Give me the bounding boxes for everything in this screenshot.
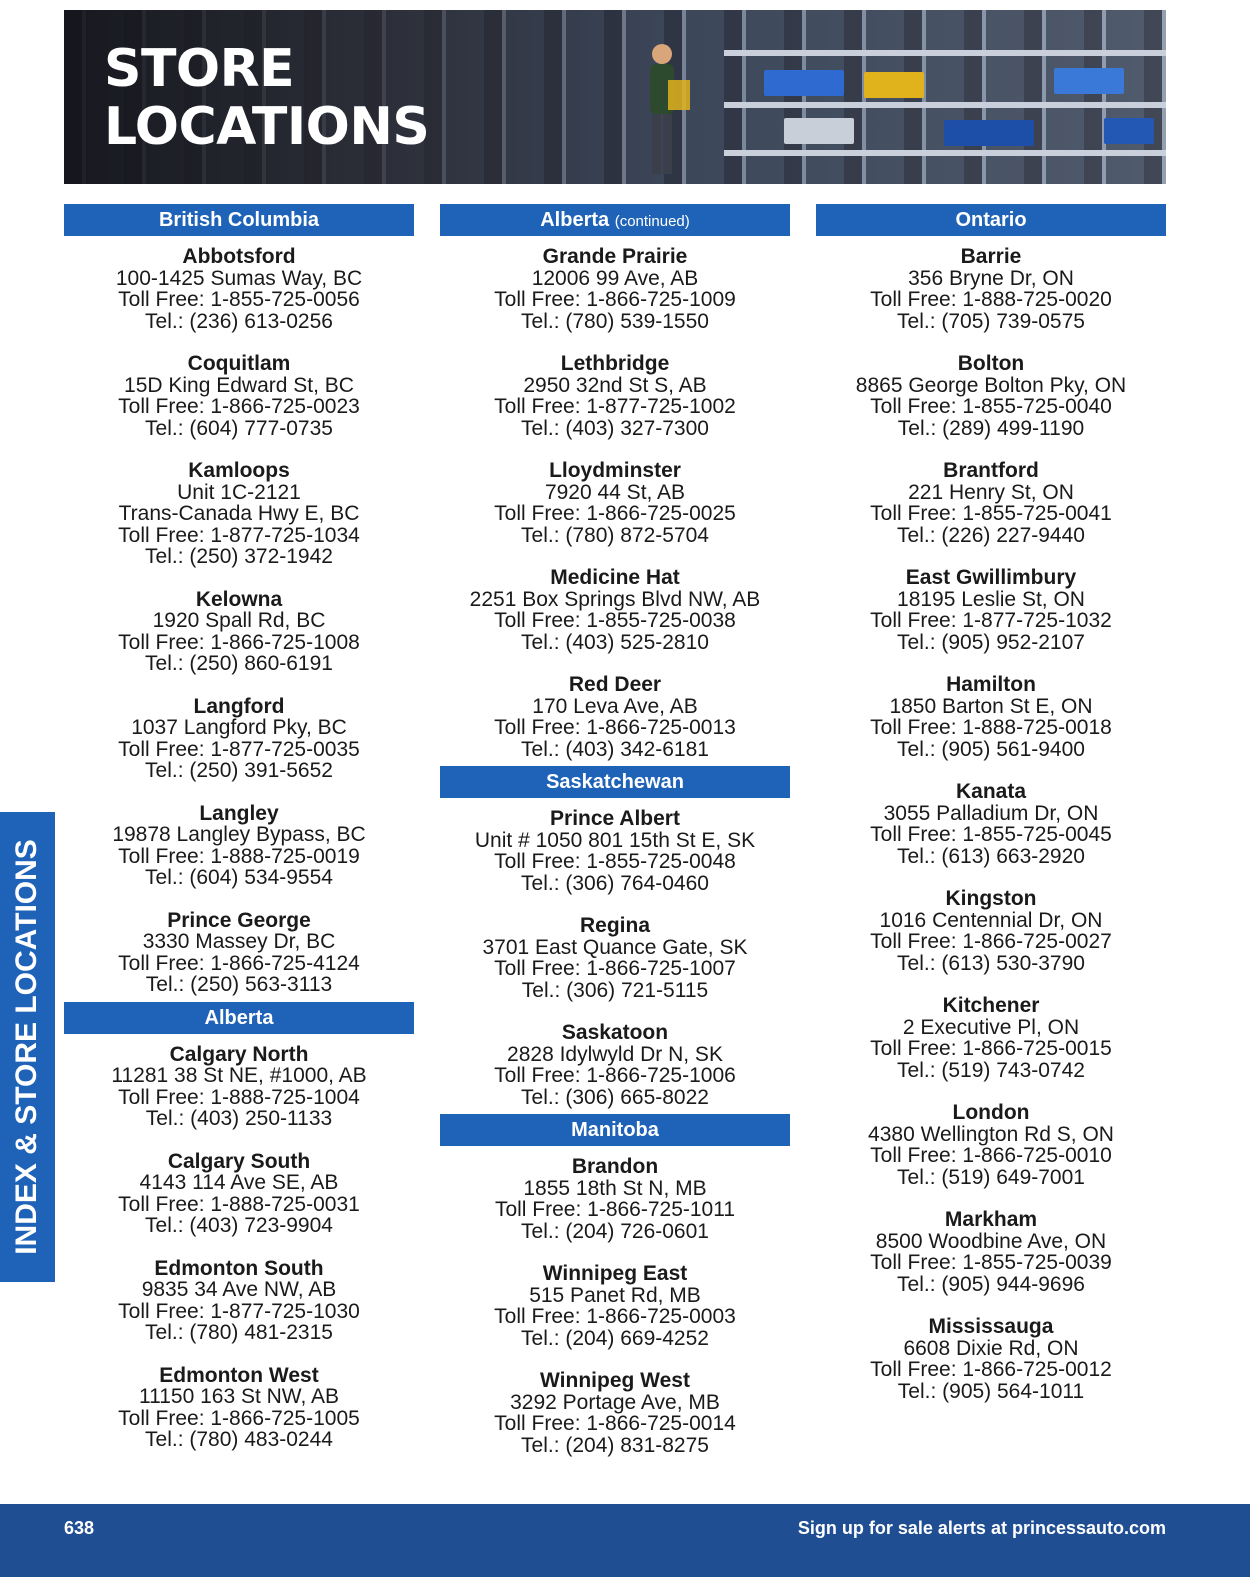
store-name: Winnipeg East [542,1262,688,1285]
store-address-line: Unit # 1050 801 15th St E, SK [474,828,756,852]
store-toll-free: Toll Free: 1-866-725-1007 [494,957,736,980]
store-name: Bolton [957,352,1025,375]
store-toll-free: Toll Free: 1-866-725-0010 [870,1144,1112,1167]
store-toll-free: Toll Free: 1-888-725-1004 [118,1085,360,1109]
store-phone: Tel.: (204) 726-0601 [521,1219,709,1243]
store-phone: Tel.: (403) 723-9904 [145,1214,333,1237]
store-entry [64,353,414,439]
store-toll-free: Toll Free: 1-866-725-0012 [870,1358,1112,1381]
store-address-line: 4143 114 Ave SE, AB [139,1171,339,1194]
store-entry [440,674,790,760]
store-address-line: 11281 38 St NE, #1000, AB [111,1064,367,1087]
store-name: Brandon [571,1155,659,1178]
store-address-line: 3330 Massey Dr, BC [142,930,336,953]
store-entry [440,353,790,439]
store-toll-free: Toll Free: 1-855-725-0056 [118,288,360,311]
region-title: Alberta [540,209,610,231]
store-toll-free: Toll Free: 1-866-725-0023 [118,395,360,418]
store-entry [64,460,414,568]
store-phone: Tel.: (403) 327-7300 [521,416,709,440]
store-phone: Tel.: (705) 739-0575 [897,309,1085,333]
store-name: Prince Albert [550,807,680,830]
store-address-line: 2828 Idylwyld Dr N, SK [507,1042,723,1066]
store-name: Edmonton West [159,1363,319,1387]
store-address-line: 9835 34 Ave NW, AB [141,1278,337,1301]
store-toll-free: Toll Free: 1-866-725-0025 [494,502,736,525]
store-name: Calgary South [167,1149,311,1173]
store-toll-free: Toll Free: 1-866-725-0015 [870,1037,1112,1060]
store-phone: Tel.: (780) 483-0244 [145,1428,333,1451]
store-entry [440,1263,790,1349]
store-phone: Tel.: (780) 539-1550 [521,309,709,333]
store-toll-free: Toll Free: 1-855-725-0038 [494,609,736,632]
store-name: Hamilton [946,673,1036,696]
store-toll-free: Toll Free: 1-855-725-0048 [494,850,736,873]
store-entry [64,1258,414,1344]
store-phone: Tel.: (604) 777-0735 [145,416,333,440]
store-address-line: 1016 Centennial Dr, ON [879,908,1103,932]
store-address-line: 18195 Leslie St, ON [897,587,1085,611]
store-address-line: 100-1425 Sumas Way, BC [115,266,363,290]
page-number: 638 [64,1518,95,1538]
store-entry [816,353,1166,439]
store-phone: Tel.: (306) 665-8022 [521,1085,709,1109]
store-toll-free: Toll Free: 1-888-725-0018 [870,716,1112,739]
store-entry [440,808,790,894]
store-phone: Tel.: (204) 669-4252 [521,1326,709,1350]
store-name: Kingston [945,887,1037,910]
store-address-line: 7920 44 St, AB [544,480,686,504]
store-toll-free: Toll Free: 1-866-725-1009 [494,288,736,311]
store-name: Saskatoon [561,1021,669,1044]
store-name: Markham [944,1208,1038,1231]
store-name: East Gwillimbury [905,566,1077,589]
store-toll-free: Toll Free: 1-888-725-0020 [870,288,1112,311]
store-phone: Tel.: (604) 534-9554 [145,866,333,889]
store-name: Lloydminster [549,459,681,482]
store-toll-free: Toll Free: 1-855-725-0039 [870,1251,1112,1274]
store-phone: Tel.: (905) 564-1011 [897,1379,1085,1403]
store-phone: Tel.: (250) 391-5652 [145,759,333,782]
store-phone: Tel.: (204) 831-8275 [521,1433,709,1457]
store-phone: Tel.: (403) 525-2810 [521,630,709,654]
store-entry [440,567,790,653]
column-1 [64,204,414,1451]
store-name: Winnipeg West [540,1369,690,1392]
store-address-line: 3055 Palladium Dr, ON [883,801,1099,825]
sale-alerts-promo: Sign up for sale alerts at princessauto.com [797,1518,1166,1538]
title-line-1: STORE [104,39,295,99]
store-phone: Tel.: (519) 743-0742 [897,1058,1085,1082]
product-box [784,118,854,144]
store-phone: Tel.: (250) 563-3113 [145,973,333,996]
store-toll-free: Toll Free: 1-877-725-1032 [870,609,1112,632]
region-header [440,766,790,798]
store-name: Calgary North [169,1042,309,1066]
store-entry [816,781,1166,867]
store-phone: Tel.: (289) 499-1190 [897,416,1085,440]
store-address-line: 3701 East Quance Gate, SK [482,935,748,959]
store-name: Red Deer [568,673,662,696]
store-toll-free: Toll Free: 1-877-725-0035 [118,737,360,761]
region-header [440,204,790,236]
store-entry [816,1209,1166,1295]
region-subtitle: (continued) [614,213,690,230]
store-address-line: 2 Executive Pl, ON [902,1015,1080,1039]
store-toll-free: Toll Free: 1-888-725-0019 [118,844,360,868]
store-address-line: 15D King Edward St, BC [124,373,354,397]
store-toll-free: Toll Free: 1-855-725-0040 [870,395,1112,418]
store-phone: Tel.: (780) 872-5704 [521,523,709,547]
store-address-line: 8500 Woodbine Ave, ON [875,1229,1107,1253]
store-toll-free: Toll Free: 1-866-725-1005 [118,1406,360,1430]
store-address-line: 3292 Portage Ave, MB [510,1390,720,1414]
page-footer [0,1504,1250,1577]
store-entry [816,1316,1166,1402]
store-address-line: 2251 Box Springs Blvd NW, AB [469,587,761,611]
store-address-line: 1920 Spall Rd, BC [152,609,326,632]
store-toll-free: Toll Free: 1-866-725-0027 [870,930,1112,953]
store-address-line: Trans-Canada Hwy E, BC [118,502,360,525]
store-entry [816,888,1166,974]
region-title: British Columbia [158,209,319,231]
store-entry [64,1044,414,1130]
store-phone: Tel.: (226) 227-9440 [897,523,1085,547]
store-address-line: 221 Henry St, ON [908,480,1074,504]
store-toll-free: Toll Free: 1-855-725-0045 [870,823,1112,846]
store-entry [64,696,414,782]
store-entry [816,567,1166,653]
store-name: Kitchener [942,994,1040,1017]
store-address-line: 19878 Langley Bypass, BC [112,823,366,846]
store-address-line: 8865 George Bolton Pky, ON [855,373,1127,397]
store-name: Brantford [943,459,1039,482]
shelf-decoration [724,102,1166,108]
store-address-line: 12006 99 Ave, AB [531,266,699,290]
store-entry [440,246,790,332]
store-name: Regina [579,914,650,937]
region-header [440,1114,790,1146]
side-tab-label: INDEX & STORE LOCATIONS [10,839,43,1255]
store-phone: Tel.: (905) 944-9696 [897,1272,1085,1296]
store-name: Prince George [167,908,311,932]
region-title: Alberta [204,1006,274,1029]
region-header [64,204,414,236]
store-toll-free: Toll Free: 1-855-725-0041 [870,502,1112,525]
store-phone: Tel.: (306) 721-5115 [521,978,709,1002]
store-toll-free: Toll Free: 1-866-725-1008 [118,630,360,654]
column-2 [440,204,790,1456]
product-box [1104,118,1154,144]
store-name: London [952,1101,1030,1124]
store-phone: Tel.: (250) 860-6191 [145,652,333,675]
store-toll-free: Toll Free: 1-877-725-1002 [494,395,736,418]
store-entry [440,1022,790,1108]
section-side-tab [0,812,55,1282]
store-phone: Tel.: (236) 613-0256 [145,309,333,333]
store-entry [64,803,414,889]
store-phone: Tel.: (306) 764-0460 [521,871,709,895]
store-address-line: 356 Bryne Dr, ON [908,266,1074,290]
shelf-decoration [724,50,1166,56]
page-title [104,40,429,156]
store-entry [440,460,790,546]
store-toll-free: Toll Free: 1-877-725-1034 [118,523,360,547]
store-address-line: 11150 163 St NW, AB [138,1385,339,1408]
store-entry [64,910,414,996]
region-title: Saskatchewan [546,771,684,793]
store-phone: Tel.: (613) 530-3790 [897,951,1085,975]
store-toll-free: Toll Free: 1-866-725-4124 [118,951,360,975]
store-entry [816,246,1166,332]
store-entry [816,995,1166,1081]
shopper-figure [632,40,692,184]
store-phone: Tel.: (519) 649-7001 [897,1165,1085,1189]
region-title: Ontario [955,209,1027,231]
store-address-line: 2950 32nd St S, AB [523,373,707,397]
column-3 [816,204,1166,1402]
store-entry [816,460,1166,546]
store-address-line: 4380 Wellington Rd S, ON [868,1122,1114,1146]
store-name: Kamloops [188,459,290,482]
store-toll-free: Toll Free: 1-866-725-0014 [494,1412,736,1435]
store-toll-free: Toll Free: 1-866-725-0003 [494,1305,736,1328]
region-header [816,204,1166,236]
store-address-line: 1855 18th St N, MB [523,1176,707,1200]
header-banner [64,10,1166,184]
store-entry [440,1156,790,1242]
store-entry [816,1102,1166,1188]
product-box [864,72,924,98]
store-entry [440,1370,790,1456]
store-toll-free: Toll Free: 1-866-725-1011 [494,1198,736,1221]
store-entry [440,915,790,1001]
store-address-line: Unit 1C-2121 [177,480,301,504]
store-phone: Tel.: (905) 561-9400 [897,737,1085,761]
title-line-2: LOCATIONS [104,97,430,157]
region-header [64,1002,414,1034]
store-phone: Tel.: (403) 342-6181 [521,737,709,761]
store-entry [64,589,414,675]
store-name: Abbotsford [182,245,296,268]
store-toll-free: Toll Free: 1-888-725-0031 [118,1192,360,1216]
store-name: Grande Prairie [542,245,688,268]
store-address-line: 1037 Langford Pky, BC [131,716,347,739]
store-name: Medicine Hat [550,566,680,589]
store-name: Coquitlam [187,352,291,375]
store-entry [64,246,414,332]
store-name: Edmonton South [154,1256,324,1280]
store-address-line: 6608 Dixie Rd, ON [903,1336,1079,1360]
store-name: Mississauga [928,1315,1054,1338]
store-name: Kanata [955,780,1027,803]
store-name: Langford [193,694,285,718]
store-name: Lethbridge [560,352,670,375]
shelf-decoration [724,150,1166,156]
store-toll-free: Toll Free: 1-866-725-0013 [494,716,736,739]
store-entry [64,1151,414,1237]
store-address-line: 1850 Barton St E, ON [889,694,1093,718]
store-name: Langley [199,801,279,825]
store-entry [64,1365,414,1451]
store-name: Kelowna [195,587,283,611]
product-box [944,120,1034,146]
store-toll-free: Toll Free: 1-866-725-1006 [494,1064,736,1087]
store-phone: Tel.: (905) 952-2107 [897,630,1085,654]
store-phone: Tel.: (403) 250-1133 [145,1107,333,1130]
product-box [1054,68,1124,94]
store-address-line: 170 Leva Ave, AB [532,694,698,718]
store-phone: Tel.: (250) 372-1942 [145,545,333,568]
store-phone: Tel.: (780) 481-2315 [145,1321,333,1344]
region-title: Manitoba [571,1119,659,1141]
store-entry [816,674,1166,760]
store-toll-free: Toll Free: 1-877-725-1030 [118,1299,360,1323]
store-phone: Tel.: (613) 663-2920 [897,844,1085,868]
store-name: Barrie [960,245,1022,268]
product-box [764,70,844,96]
store-address-line: 515 Panet Rd, MB [529,1283,701,1307]
